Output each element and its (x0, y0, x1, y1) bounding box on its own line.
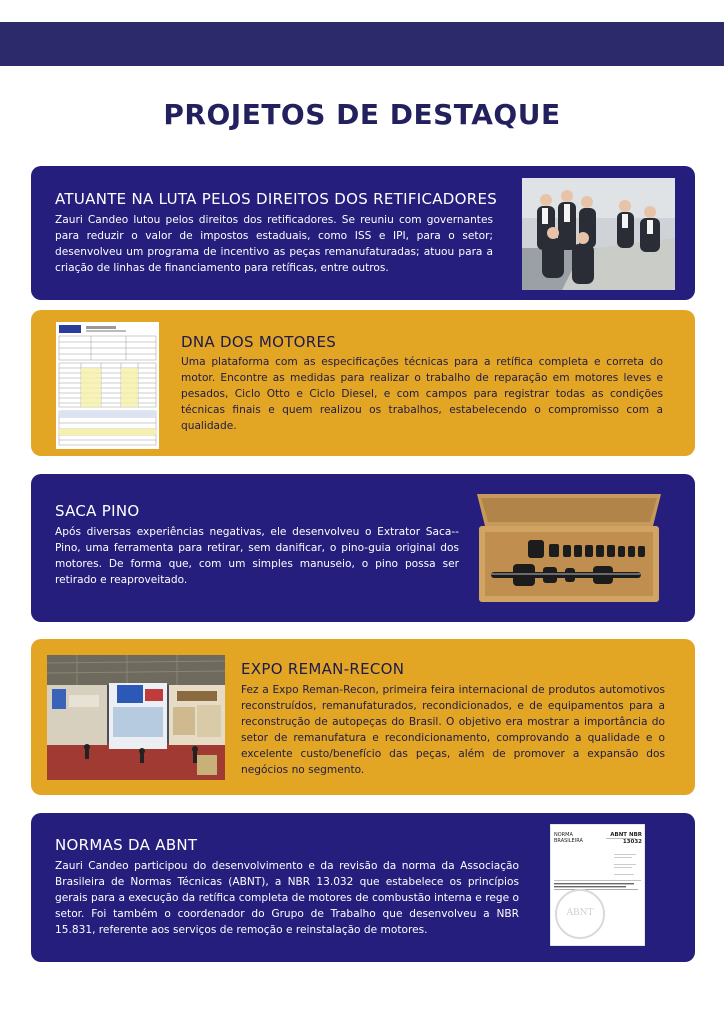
card-saca-pino (31, 474, 695, 622)
page-title: PROJETOS DE DESTAQUE (163, 98, 561, 131)
card-text: Zauri Candeo lutou pelos direitos dos retificadores. Se reuniu com governantes para reduzir o valor de impostos estaduais, como ISS e IPI, para o setor; desenvolveu um programa de incentivo as peças remanufaturadas; atuou para a criação de linhas de financiamento para retíficas, entre outros. (55, 214, 493, 274)
meeting-photo (522, 178, 675, 290)
card-dna-dos-motores (31, 310, 695, 456)
card-normas-abnt (31, 813, 695, 962)
card-title: NORMAS DA ABNT (55, 836, 198, 854)
card-text: Uma plataforma com as especificações técnicas para a retífica completa e correta do motor. Encontre as medidas para realizar o trabalho de reparação em motores leves e pesados, Ciclo Otto e Ciclo Diesel, e com campos para registrar todas as condições técnicas finais e quem realizou os trabalhos, estabelecendo o compromisso com a qualidade. (181, 356, 663, 432)
card-title: ATUANTE NA LUTA PELOS DIREITOS DOS RETIFICADORES (55, 190, 498, 208)
extractor-tool-case-image (473, 490, 665, 606)
trade-fair-photo (47, 655, 225, 780)
card-title: SACA PINO (55, 502, 140, 520)
top-banner-bar (0, 22, 724, 66)
card-title: DNA DOS MOTORES (181, 333, 337, 351)
card-expo-reman-recon (31, 639, 695, 795)
card-text: Zauri Candeo participou do desenvolvimento e da revisão da norma da Associação Brasileira de Normas Técnicas (ABNT), a NBR 13.032 que estabelece os princípios gerais para a execução da retífica completa de motores de combustão interna e rege o setor. Foi também o coordenador do Grupo de Trabalho que desenvolveu a NBR 15.831, referente aos serviços de remoção e reinstalação de motores. (55, 860, 519, 936)
card-title: EXPO REMAN-RECON (241, 660, 405, 678)
abnt-logo: ABNT (566, 908, 594, 918)
card-text: Após diversas experiências negativas, ele desenvolveu o Extrator Saca--Pino, uma ferramenta para retirar, sem danificar, o pino-guia original dos motores. De forma que, com um simples manuseio, o pino possa ser retirado e reaproveitado. (55, 526, 459, 586)
abnt-doc-header-left: NORMA BRASILEIRA (554, 832, 583, 844)
abnt-norm-document-image (550, 824, 645, 946)
spec-sheet-image (56, 322, 159, 449)
card-text: Fez a Expo Reman-Recon, primeira feira internacional de produtos automotivos reconstruídos, remanufaturados, recondicionados, e de equipamentos para a reconstrução de autopeças do Brasil. O objetivo era mostrar a importância do setor de remanufatura e recondicionamento, comprovando a qualidade e o excelente custo/benefício das peças, além de promover a expansão dos negócios no segmento. (241, 684, 665, 776)
card-direitos-retificadores (31, 166, 695, 300)
abnt-doc-header-right: ABNT NBR 13032 (610, 832, 642, 845)
